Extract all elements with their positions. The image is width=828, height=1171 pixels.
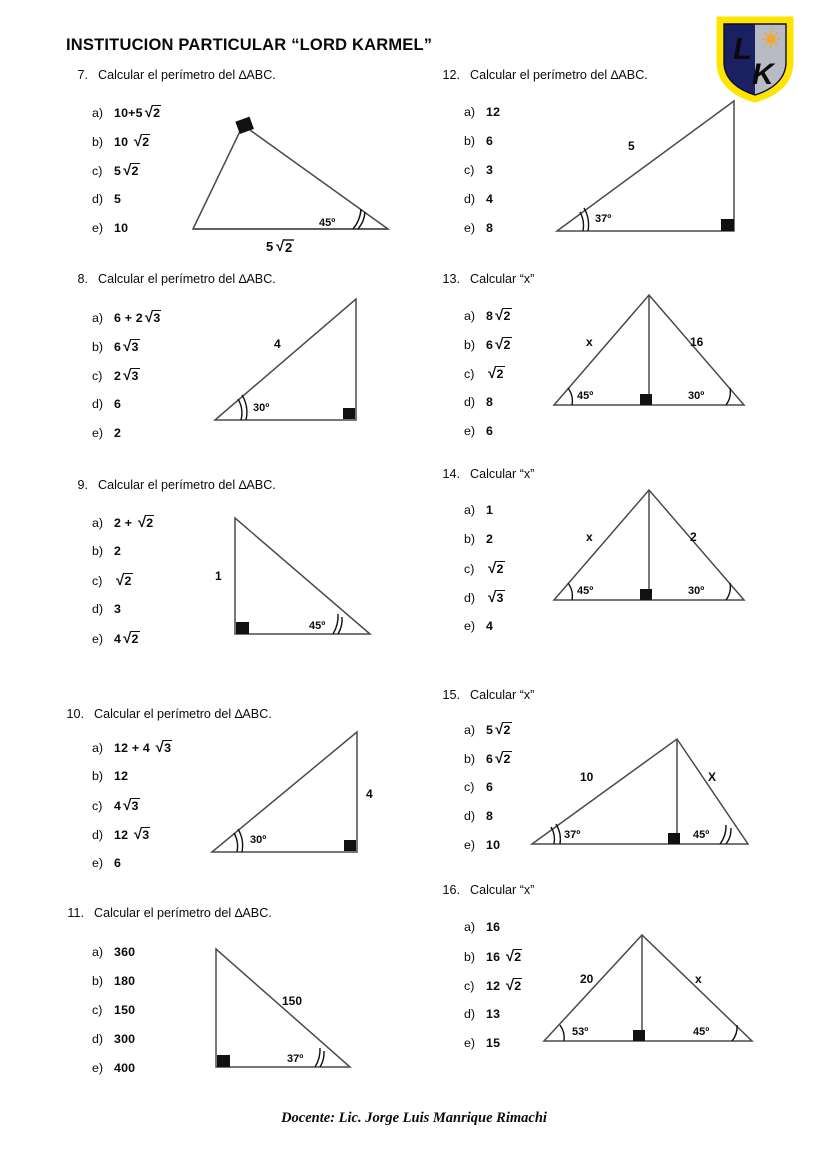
right-angle-marker bbox=[633, 1030, 645, 1041]
problem-prompt: Calcular el perímetro del ∆ABC. bbox=[98, 478, 276, 492]
option-c[interactable] bbox=[92, 163, 161, 192]
problem-8-heading bbox=[66, 272, 276, 286]
option-letter: c) bbox=[464, 562, 475, 576]
problem-prompt: Calcular el perímetro del ∆ABC. bbox=[470, 68, 648, 82]
option-letter: b) bbox=[464, 134, 476, 148]
option-d[interactable] bbox=[464, 590, 505, 619]
option-letter: c) bbox=[464, 780, 475, 794]
angle-label-37: 37º bbox=[287, 1053, 304, 1065]
problem-7-options bbox=[92, 105, 161, 250]
angle-label-right: 30º bbox=[688, 585, 705, 597]
option-d[interactable] bbox=[464, 395, 512, 424]
option-b[interactable] bbox=[464, 532, 505, 561]
angle-label-right: 30º bbox=[688, 390, 705, 402]
option-b[interactable] bbox=[92, 134, 161, 163]
problem-number: 16. bbox=[442, 883, 460, 897]
option-letter: d) bbox=[464, 395, 476, 409]
figure-problem-16 bbox=[532, 923, 762, 1053]
angle-label-left: 45º bbox=[577, 390, 594, 402]
option-letter: d) bbox=[92, 1032, 104, 1046]
option-e[interactable] bbox=[464, 221, 500, 250]
problem-12-heading bbox=[438, 68, 648, 82]
option-letter: e) bbox=[92, 632, 104, 646]
option-letter: c) bbox=[92, 164, 103, 178]
option-b[interactable] bbox=[464, 751, 512, 780]
angle-label-left: 37º bbox=[564, 829, 581, 841]
option-value: 6 bbox=[486, 780, 494, 794]
option-letter: e) bbox=[464, 619, 476, 633]
option-value: 180 bbox=[114, 974, 136, 988]
logo-letter-k: K bbox=[752, 58, 774, 91]
option-letter: b) bbox=[464, 532, 476, 546]
option-value: 12 + 4 √3 bbox=[114, 739, 172, 756]
problem-12-options bbox=[464, 105, 500, 250]
option-e[interactable] bbox=[92, 221, 161, 250]
problem-prompt: Calcular el perímetro del ∆ABC. bbox=[98, 272, 276, 286]
right-angle-marker bbox=[344, 840, 356, 851]
option-letter: a) bbox=[464, 105, 476, 119]
right-angle-marker bbox=[640, 394, 652, 405]
figure-problem-15 bbox=[516, 727, 766, 855]
option-a[interactable] bbox=[464, 920, 522, 949]
problem-number: 7. bbox=[77, 68, 88, 82]
option-d[interactable] bbox=[464, 809, 512, 838]
option-c[interactable] bbox=[92, 1003, 135, 1032]
option-value: 8 bbox=[486, 221, 494, 235]
option-letter: e) bbox=[464, 1036, 476, 1050]
svg-text:√: √ bbox=[276, 238, 285, 255]
option-a[interactable] bbox=[92, 945, 135, 974]
option-value: 4 √3 bbox=[114, 797, 139, 814]
option-e[interactable] bbox=[92, 856, 172, 885]
option-e[interactable] bbox=[92, 631, 154, 660]
option-letter: a) bbox=[92, 106, 104, 120]
problem-number: 14. bbox=[442, 467, 460, 481]
side-label-hypotenuse: 150 bbox=[282, 994, 303, 1008]
option-value: 15 bbox=[486, 1036, 501, 1050]
option-value: 8 √2 bbox=[486, 307, 511, 324]
side-label-left: x bbox=[586, 530, 593, 544]
figure-problem-12 bbox=[542, 90, 742, 245]
option-letter: a) bbox=[464, 920, 476, 934]
side-label-vertical: 1 bbox=[215, 569, 222, 583]
option-e[interactable] bbox=[464, 1036, 522, 1065]
side-label-right: X bbox=[708, 770, 717, 784]
option-a[interactable] bbox=[464, 722, 512, 751]
option-letter: d) bbox=[464, 591, 476, 605]
option-letter: a) bbox=[464, 309, 476, 323]
option-value: 360 bbox=[114, 945, 136, 959]
option-d[interactable] bbox=[92, 192, 161, 221]
svg-text:2: 2 bbox=[285, 240, 293, 255]
option-value: 6 √2 bbox=[486, 336, 511, 353]
problem-10-options bbox=[92, 740, 172, 885]
right-angle-marker bbox=[236, 622, 249, 634]
option-d[interactable] bbox=[464, 1007, 522, 1036]
option-letter: e) bbox=[92, 221, 104, 235]
side-label-hypotenuse: 5 bbox=[628, 139, 635, 153]
option-a[interactable] bbox=[464, 105, 500, 134]
option-letter: b) bbox=[92, 544, 104, 558]
option-c[interactable] bbox=[464, 780, 512, 809]
option-letter: e) bbox=[92, 856, 104, 870]
footer-teacher-name: Docente: Lic. Jorge Luis Manrique Rimachi bbox=[281, 1110, 547, 1126]
angle-label-30: 30º bbox=[250, 834, 267, 846]
option-letter: a) bbox=[92, 741, 104, 755]
problem-15-heading bbox=[438, 688, 534, 702]
option-value: 5 √2 bbox=[114, 162, 139, 179]
option-letter: d) bbox=[92, 602, 104, 616]
option-value: 6 bbox=[486, 424, 494, 438]
option-letter: c) bbox=[92, 1003, 103, 1017]
option-value: 12 bbox=[486, 105, 501, 119]
problem-number: 12. bbox=[442, 68, 460, 82]
option-letter: e) bbox=[464, 221, 476, 235]
option-letter: d) bbox=[92, 397, 104, 411]
option-letter: c) bbox=[464, 367, 475, 381]
option-e[interactable] bbox=[92, 1061, 135, 1090]
option-value: 10 √2 bbox=[114, 133, 150, 150]
option-value: 5 √2 bbox=[486, 721, 511, 738]
option-value: 5 bbox=[114, 192, 122, 206]
problem-7-heading bbox=[66, 68, 276, 82]
option-value: √3 bbox=[488, 589, 504, 606]
problem-number: 10. bbox=[66, 707, 84, 721]
right-angle-marker bbox=[721, 219, 734, 231]
option-e[interactable] bbox=[92, 426, 161, 455]
problem-16-heading bbox=[438, 883, 534, 897]
option-letter: b) bbox=[92, 769, 104, 783]
problem-number: 15. bbox=[442, 688, 460, 702]
option-value: 6 √2 bbox=[486, 750, 511, 767]
option-e[interactable] bbox=[464, 424, 512, 453]
option-letter: b) bbox=[92, 135, 104, 149]
problem-13-options bbox=[464, 308, 512, 453]
option-a[interactable] bbox=[92, 310, 161, 339]
option-value: 3 bbox=[486, 163, 494, 177]
option-value: 10 bbox=[486, 838, 501, 852]
option-value: 2 √3 bbox=[114, 367, 139, 384]
option-letter: d) bbox=[92, 828, 104, 842]
option-letter: a) bbox=[92, 516, 104, 530]
figure-problem-13 bbox=[542, 283, 752, 418]
option-value: 300 bbox=[114, 1032, 136, 1046]
option-b[interactable] bbox=[464, 949, 522, 978]
problem-9-heading bbox=[66, 478, 276, 492]
problem-13-heading bbox=[438, 272, 534, 286]
option-value: 10+5 √2 bbox=[114, 104, 161, 121]
side-label-right: 16 bbox=[690, 335, 704, 349]
option-letter: e) bbox=[464, 424, 476, 438]
option-d[interactable] bbox=[464, 192, 500, 221]
option-value: 3 bbox=[114, 602, 122, 616]
option-a[interactable] bbox=[92, 515, 154, 544]
figure-problem-10 bbox=[205, 728, 385, 858]
option-value: 6 √3 bbox=[114, 338, 139, 355]
option-value: 2 + √2 bbox=[114, 514, 154, 531]
right-angle-marker bbox=[343, 408, 355, 419]
option-c[interactable] bbox=[464, 978, 522, 1007]
option-b[interactable] bbox=[92, 339, 161, 368]
angle-label-right: 45º bbox=[693, 829, 710, 841]
option-letter: b) bbox=[464, 950, 476, 964]
problem-8-options bbox=[92, 310, 161, 455]
option-value: 2 bbox=[114, 426, 122, 440]
option-value: 400 bbox=[114, 1061, 136, 1075]
option-letter: d) bbox=[464, 192, 476, 206]
option-value: √2 bbox=[116, 572, 132, 589]
option-value: 6 + 2 √3 bbox=[114, 309, 161, 326]
option-value: 6 bbox=[486, 134, 494, 148]
figure-problem-11 bbox=[190, 935, 370, 1080]
problem-11-options bbox=[92, 945, 135, 1090]
option-letter: a) bbox=[92, 945, 104, 959]
option-d[interactable] bbox=[92, 1032, 135, 1061]
angle-label-45: 45º bbox=[319, 217, 336, 229]
figure-problem-14 bbox=[542, 478, 752, 613]
problem-14-heading bbox=[438, 467, 534, 481]
option-value: 1 bbox=[486, 503, 494, 517]
option-b[interactable] bbox=[92, 769, 172, 798]
side-label-right: 2 bbox=[690, 530, 697, 544]
option-letter: c) bbox=[92, 799, 103, 813]
side-label-left: 10 bbox=[580, 770, 594, 784]
option-value: 10 bbox=[114, 221, 129, 235]
option-letter: c) bbox=[464, 979, 475, 993]
angle-label-37: 37º bbox=[595, 213, 612, 225]
option-letter: b) bbox=[92, 974, 104, 988]
option-c[interactable] bbox=[464, 163, 500, 192]
option-e[interactable] bbox=[464, 838, 512, 867]
side-label-right: x bbox=[695, 972, 702, 986]
option-b[interactable] bbox=[92, 544, 154, 573]
side-label-base-num: 5 bbox=[266, 239, 274, 254]
option-value: 4 bbox=[486, 619, 494, 633]
option-b[interactable] bbox=[92, 974, 135, 1003]
option-e[interactable] bbox=[464, 619, 505, 648]
option-c[interactable] bbox=[92, 368, 161, 397]
option-letter: e) bbox=[464, 838, 476, 852]
page-title: INSTITUCION PARTICULAR “LORD KARMEL” bbox=[66, 36, 433, 54]
option-value: 13 bbox=[486, 1007, 501, 1021]
problem-14-options bbox=[464, 503, 505, 648]
option-letter: d) bbox=[92, 192, 104, 206]
option-letter: a) bbox=[464, 723, 476, 737]
side-label-left: x bbox=[586, 335, 593, 349]
angle-label-45: 45º bbox=[309, 620, 326, 632]
option-d[interactable] bbox=[92, 602, 154, 631]
option-letter: b) bbox=[464, 338, 476, 352]
option-value: 6 bbox=[114, 397, 122, 411]
option-value: 12 √3 bbox=[114, 826, 150, 843]
option-letter: a) bbox=[464, 503, 476, 517]
option-c[interactable] bbox=[92, 573, 154, 602]
side-label-left: 20 bbox=[580, 972, 594, 986]
option-b[interactable] bbox=[464, 134, 500, 163]
option-value: 2 bbox=[114, 544, 122, 558]
option-value: 150 bbox=[114, 1003, 136, 1017]
problem-number: 9. bbox=[77, 478, 88, 492]
problem-prompt: Calcular el perímetro del ∆ABC. bbox=[98, 68, 276, 82]
option-a[interactable] bbox=[92, 740, 172, 769]
option-letter: b) bbox=[464, 752, 476, 766]
option-value: √2 bbox=[488, 365, 504, 382]
option-value: 12 bbox=[114, 769, 129, 783]
option-value: 12 √2 bbox=[486, 977, 522, 994]
option-a[interactable] bbox=[464, 308, 512, 337]
option-b[interactable] bbox=[464, 337, 512, 366]
option-c[interactable] bbox=[464, 366, 512, 395]
figure-problem-8 bbox=[208, 295, 383, 425]
side-label-vertical: 4 bbox=[366, 787, 373, 801]
right-column bbox=[414, 0, 828, 1171]
option-value: 2 bbox=[486, 532, 494, 546]
right-angle-marker bbox=[668, 833, 680, 844]
problem-number: 8. bbox=[77, 272, 88, 286]
figure-problem-7 bbox=[182, 108, 407, 256]
angle-label-left: 53º bbox=[572, 1026, 589, 1038]
option-c[interactable] bbox=[92, 798, 172, 827]
problem-prompt: Calcular el perímetro del ∆ABC. bbox=[94, 707, 272, 721]
option-c[interactable] bbox=[464, 561, 505, 590]
side-label-base-radical bbox=[276, 238, 294, 255]
option-letter: d) bbox=[464, 809, 476, 823]
problem-prompt: Calcular “x” bbox=[470, 272, 535, 286]
problem-prompt: Calcular “x” bbox=[470, 688, 535, 702]
side-label-hypotenuse: 4 bbox=[274, 337, 281, 351]
problem-number: 13. bbox=[442, 272, 460, 286]
problem-15-options bbox=[464, 722, 512, 867]
problem-number: 11. bbox=[67, 906, 84, 920]
option-letter: e) bbox=[92, 1061, 104, 1075]
option-a[interactable] bbox=[92, 105, 161, 134]
option-value: 16 bbox=[486, 920, 501, 934]
option-value: 16 √2 bbox=[486, 948, 522, 965]
option-value: √2 bbox=[488, 560, 504, 577]
option-d[interactable] bbox=[92, 827, 172, 856]
logo-letter-l: L bbox=[733, 31, 752, 66]
option-value: 4 bbox=[486, 192, 494, 206]
option-value: 6 bbox=[114, 856, 122, 870]
option-a[interactable] bbox=[464, 503, 505, 532]
option-letter: a) bbox=[92, 311, 104, 325]
angle-label-left: 45º bbox=[577, 585, 594, 597]
problem-10-heading bbox=[62, 707, 272, 721]
option-letter: c) bbox=[92, 574, 103, 588]
angle-label-right: 45º bbox=[693, 1026, 710, 1038]
option-letter: b) bbox=[92, 340, 104, 354]
option-d[interactable] bbox=[92, 397, 161, 426]
option-value: 8 bbox=[486, 809, 494, 823]
problem-prompt: Calcular “x” bbox=[470, 883, 535, 897]
option-letter: e) bbox=[92, 426, 104, 440]
right-angle-marker bbox=[217, 1055, 230, 1067]
problem-prompt: Calcular el perímetro del ∆ABC. bbox=[94, 906, 272, 920]
angle-label-30: 30º bbox=[253, 402, 270, 414]
right-angle-marker bbox=[640, 589, 652, 600]
problem-16-options bbox=[464, 920, 522, 1065]
problem-9-options bbox=[92, 515, 154, 660]
figure-problem-9 bbox=[205, 505, 385, 650]
option-value: 8 bbox=[486, 395, 494, 409]
option-letter: d) bbox=[464, 1007, 476, 1021]
option-value: 4 √2 bbox=[114, 630, 139, 647]
problem-11-heading bbox=[62, 906, 272, 920]
problem-prompt: Calcular “x” bbox=[470, 467, 535, 481]
option-letter: c) bbox=[92, 369, 103, 383]
option-letter: c) bbox=[464, 163, 475, 177]
